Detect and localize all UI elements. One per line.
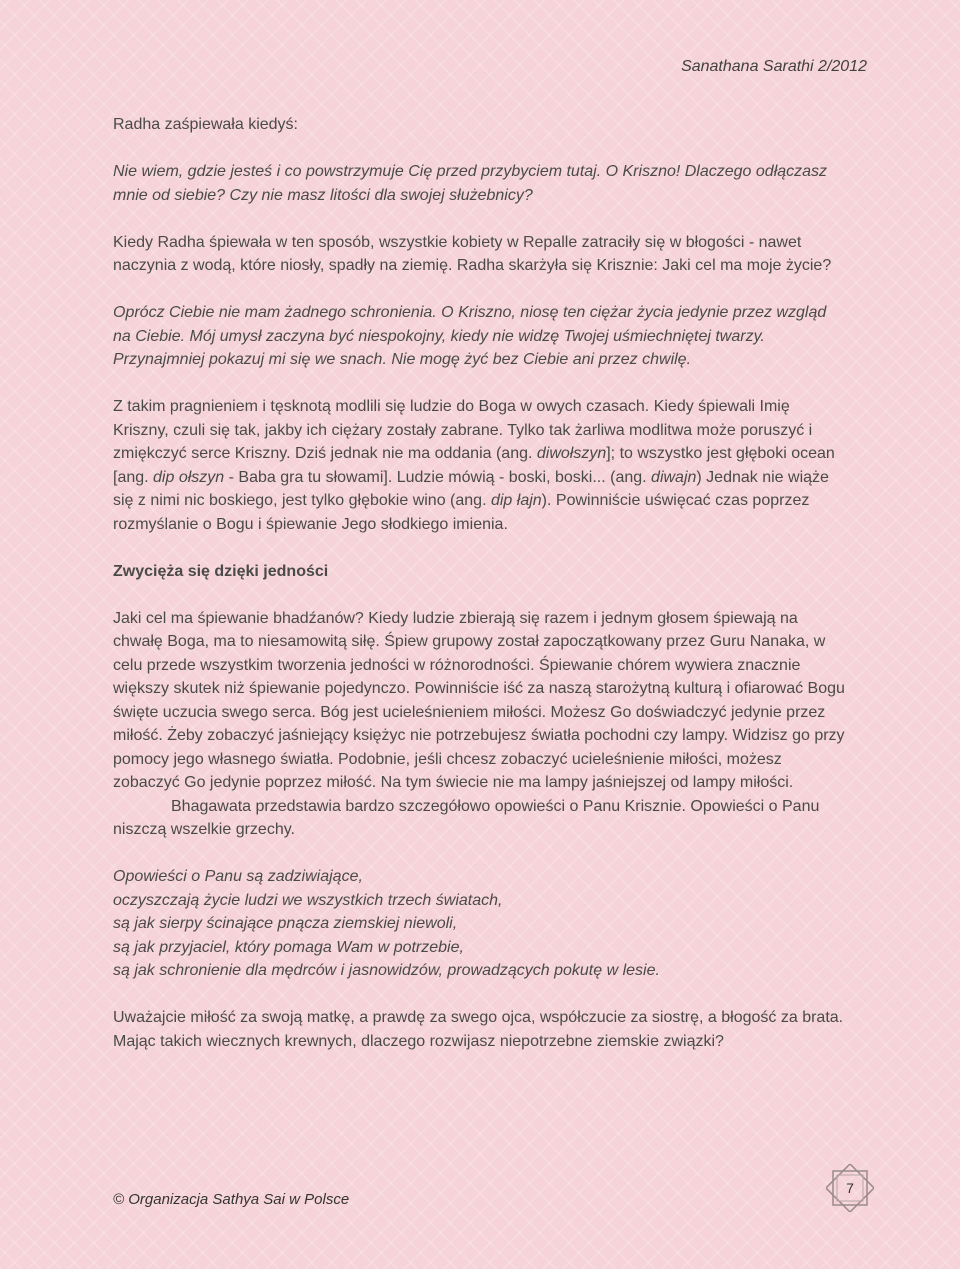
poem-line: oczyszczają życie ludzi we wszystkich trzech światach, — [113, 891, 503, 909]
paragraph-bhagawata — [113, 795, 848, 842]
article-body — [113, 113, 848, 1077]
paragraph-song-2: Oprócz Ciebie nie mam żadnego schronienia. O Kriszno, niosę ten ciężar życia jedynie przez wzgląd na Ciebie. Mój umysł zaczyna być niespokojny, kiedy nie widzę Twojej uśmiechniętej twarzy. Przynajmniej pokazuj mi się we snach. Nie mogę żyć bez Ciebie ani przez chwilę. — [113, 304, 827, 368]
header-title: Sanathana Sarathi 2/2012 — [681, 58, 867, 75]
poem — [113, 865, 848, 983]
text-run: Z takim pragnieniem i tęsknotą modlili się ludzie do Boga w owych czasach. Kiedy śpiewali Imię Kriszny, czuli się tak, jakby ich ciężary zostały zabrane. Tylko tak żarliwa modlitwa może poruszyć i zmiękczyć serce Kriszny. Dziś jednak nie ma oddania (ang. — [113, 398, 813, 462]
paragraph-prayer — [113, 395, 848, 536]
italic-term: dip ołszyn — [153, 468, 225, 486]
italic-term: diwołszyn — [536, 445, 607, 462]
text-run: ) Jednak nie wiąże się z nimi nic boskiego, jest tylko głębokie wino (ang. — [113, 468, 829, 509]
text-run: - Baba gra tu słowami]. Ludzie mówią - boski, boski... (ang. — [224, 468, 652, 486]
italic-term: dip łajn — [490, 492, 542, 509]
text-run: Bhagawata przedstawia bardzo szczegółowo opowieści o Panu Krisznie. Opowieści o Panu niszczą wszelkie grzechy. — [113, 797, 820, 838]
paragraph-intro: Radha zaśpiewała kiedyś: — [113, 116, 298, 133]
section-heading: Zwycięża się dzięki jedności — [113, 562, 329, 580]
poem-line: są jak sierpy ścinające pnącza ziemskiej niewoli, — [113, 915, 458, 932]
page-number: 7 — [846, 1180, 854, 1196]
footer-copyright: © Organizacja Sathya Sai w Polsce — [113, 1191, 350, 1208]
paragraph-radha: Kiedy Radha śpiewała w ten sposób, wszystkie kobiety w Repalle zatraciły się w błogości - nawet naczynia z wodą, które niosły, spadły na ziemię. Radha skarżyła się Krisznie: Jaki cel ma moje życie? — [113, 233, 832, 274]
paragraph-bhajans: Jaki cel ma śpiewanie bhadźanów? Kiedy ludzie zbierają się razem i jednym głosem śpiewają na chwałę Boga, ma to niesamowitą siłę. Śpiew grupowy został zapoczątkowany przez Guru Nanaka, w celu przede wszystkim tworzenia jedności w różnorodności. Śpiewanie chórem wywiera znacznie większy skutek niż śpiewanie pojedynczo. Powinniście iść za naszą starożytną kulturą i ofiarować Bogu święte uczucia swego serca. Bóg jest ucieleśnieniem miłości. Możesz Go doświadczyć jedynie przez miłość. Żeby zobaczyć jaśniejący księżyc nie potrzebujesz światła pochodni czy lampy. Widzisz go przy pomocy jego własnego światła. Podobnie, jeśli chcesz zobaczyć ucieleśnienie miłości, możesz zobaczyć Go jedynie poprzez miłość. Na tym świecie nie ma lampy jaśniejszej od lampy miłości. — [113, 609, 845, 791]
italic-term: diwajn — [651, 468, 697, 486]
poem-line: Opowieści o Panu są zadziwiające, — [113, 868, 363, 885]
text-run: ]; to wszystko jest głęboki ocean [ang. — [113, 445, 835, 486]
paragraph-closing: Uważajcie miłość za swoją matkę, a prawdę za swego ojca, współczucie za siostrę, a błogość za brata. Mając takich wiecznych krewnych, dlaczego rozwijasz niepotrzebne ziemskie związki? — [113, 1009, 844, 1050]
poem-line: są jak przyjaciel, który pomaga Wam w potrzebie, — [113, 938, 464, 956]
paragraph-song-1: Nie wiem, gdzie jesteś i co powstrzymuje Cię przed przybyciem tutaj. O Kriszno! Dlaczego odłączasz mnie od siebie? Czy nie masz litości dla swojej służebnicy? — [113, 163, 828, 204]
page-number-badge — [826, 1164, 874, 1212]
text-run: ). Powinniście uświęcać czas poprzez rozmyślanie o Bogu i śpiewanie Jego słodkiego imienia. — [113, 492, 810, 533]
poem-line: są jak schronienie dla mędrców i jasnowidzów, prowadzących pokutę w lesie. — [113, 962, 660, 979]
